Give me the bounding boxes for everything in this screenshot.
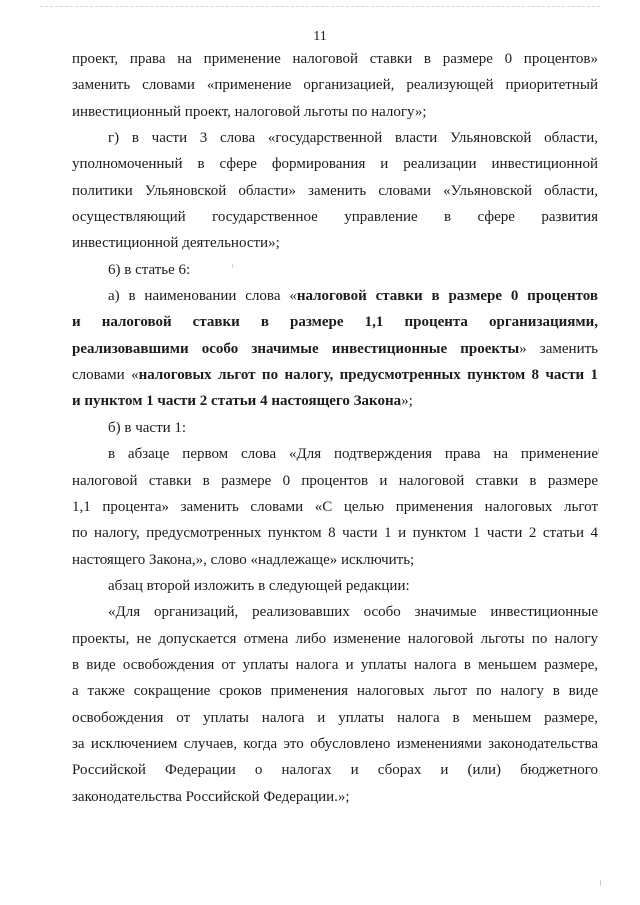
text-run: осуществляющий государственное управление в сфере развития	[72, 209, 598, 226]
bold-text-run: реализовавшими особо значимые инвестиционные проекты	[72, 340, 520, 357]
text-line	[72, 283, 598, 309]
text-run: в виде освобождения от уплаты налога и уплаты налога в меньшем размере,	[72, 656, 598, 673]
text-run: «Для организаций, реализовавших особо значимые инвестиционные	[108, 604, 598, 621]
text-run: налоговой ставки в размере 0 процентов и налоговой ставки в размере	[72, 472, 598, 489]
text-run: законодательства Российской Федерации.»;	[72, 788, 350, 805]
text-run: в абзаце первом слова «Для подтверждения права на применение	[108, 446, 598, 463]
text-line	[72, 309, 598, 335]
text-run: уполномоченный в сфере формирования и реализации инвестиционной	[72, 156, 598, 173]
text-line	[72, 784, 598, 810]
text-line	[72, 151, 598, 177]
text-run: инвестиционный проект, налоговой льготы по налогу»;	[72, 103, 427, 120]
text-line	[72, 415, 598, 441]
text-line	[72, 678, 598, 704]
bold-text-run: и налоговой ставки в размере 1,1 процента организациями,	[72, 314, 598, 331]
text-line	[72, 731, 598, 757]
scan-speck	[598, 448, 599, 454]
text-run: 6) в статье 6:	[108, 261, 191, 278]
text-line	[72, 388, 598, 414]
text-line	[72, 573, 598, 599]
text-line	[72, 626, 598, 652]
text-line	[72, 46, 598, 72]
text-run: за исключением случаев, когда это обусловлено изменениями законодательства	[72, 735, 598, 752]
bold-text-run: налоговых льгот по налогу, предусмотренных пунктом 8 части 1	[138, 367, 598, 384]
text-run: по налогу, предусмотренных пунктом 8 части 1 и пунктом 1 части 2 статьи 4	[72, 525, 598, 542]
text-line	[72, 599, 598, 625]
text-line	[72, 441, 598, 467]
text-run: инвестиционной деятельности»;	[72, 235, 280, 252]
text-line	[72, 257, 598, 283]
text-run: а) в наименовании слова «	[108, 288, 297, 305]
text-run: абзац второй изложить в следующей редакции:	[108, 577, 410, 594]
document-body	[72, 46, 598, 810]
scan-edge-line	[40, 6, 600, 7]
text-run: а также сокращение сроков применения налоговых льгот по налогу в виде	[72, 683, 598, 700]
text-line	[72, 99, 598, 125]
text-line	[72, 494, 598, 520]
text-run: словами «	[72, 367, 139, 384]
bold-text-run: налоговой ставки в размере 0 процентов	[296, 288, 598, 305]
text-line	[72, 520, 598, 546]
text-run: проекты, не допускается отмена либо изменение налоговой льготы по налогу	[72, 630, 598, 647]
text-run: Российской Федерации о налогах и сборах и (или) бюджетного	[72, 762, 598, 779]
text-run: настоящего Закона,», слово «надлежаще» исключить;	[72, 551, 415, 568]
text-run: политики Ульяновской области» заменить словами «Ульяновской области,	[72, 182, 598, 199]
text-line	[72, 230, 598, 256]
scan-speck	[600, 880, 601, 886]
text-run: »;	[401, 393, 413, 410]
text-line	[72, 468, 598, 494]
text-run: б) в части 1:	[108, 419, 187, 436]
text-run: проект, права на применение налоговой ставки в размере 0 процентов»	[72, 51, 598, 67]
page-number: 11	[313, 29, 327, 44]
text-line	[72, 362, 598, 388]
text-line	[72, 72, 598, 98]
text-line	[72, 125, 598, 151]
text-run: освобождения от уплаты налога и уплаты налога в меньшем размере,	[72, 709, 598, 726]
text-line	[72, 204, 598, 230]
text-run: 1,1 процента» заменить словами «С целью применения налоговых льгот	[72, 498, 598, 515]
text-line	[72, 705, 598, 731]
text-run: » заменить	[519, 340, 598, 357]
text-line	[72, 336, 598, 362]
text-line	[72, 178, 598, 204]
text-line	[72, 757, 598, 783]
text-line	[72, 547, 598, 573]
bold-text-run: и пунктом 1 части 2 статьи 4 настоящего Закона	[72, 393, 402, 410]
text-line	[72, 652, 598, 678]
text-run: заменить словами «применение организацией, реализующей приоритетный	[72, 77, 598, 94]
text-run: г) в части 3 слова «государственной власти Ульяновской области,	[108, 130, 598, 147]
